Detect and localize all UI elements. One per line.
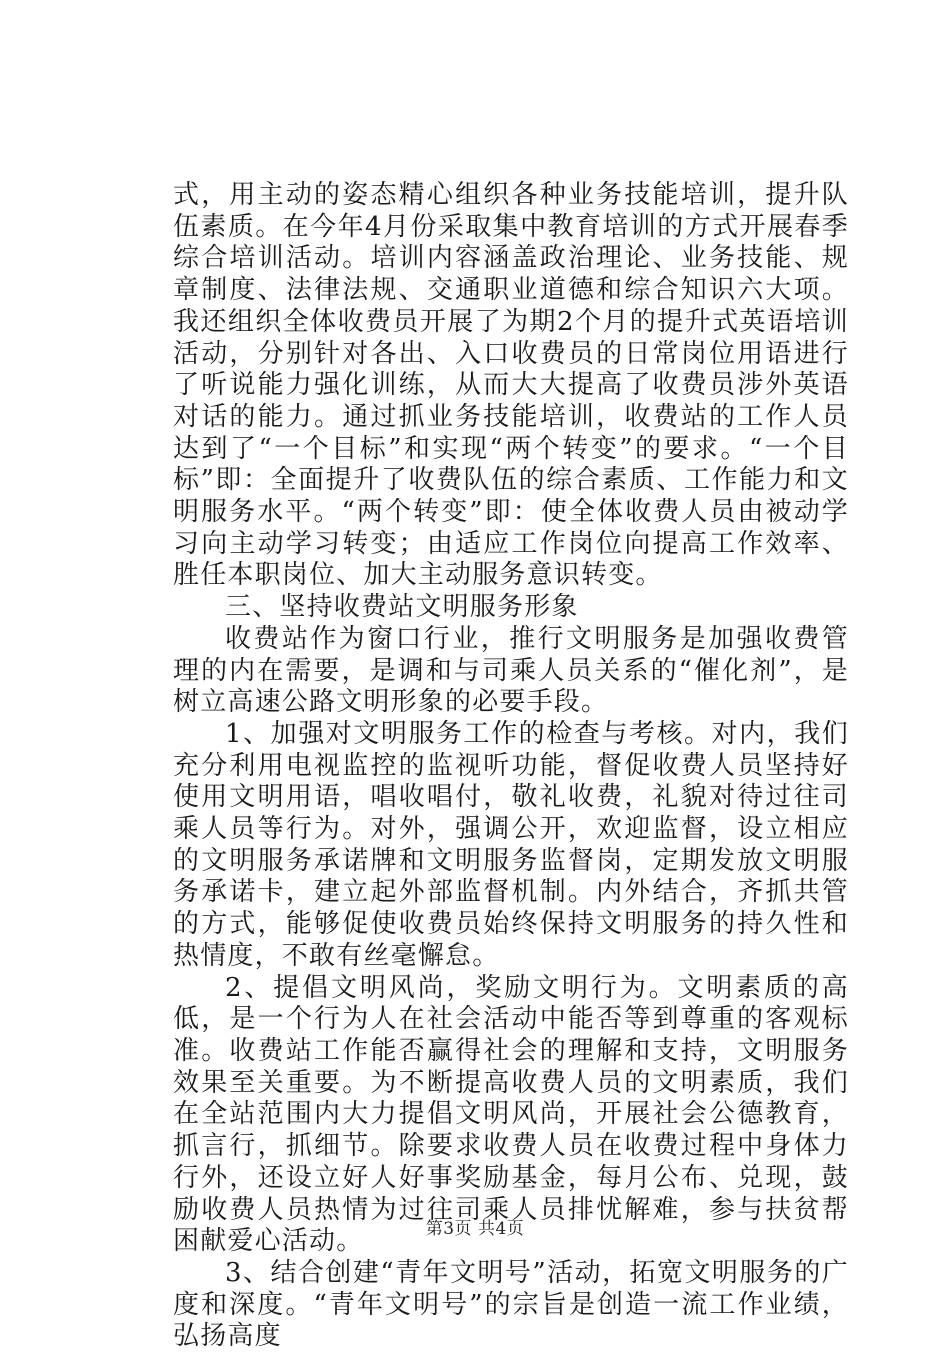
paragraph-window-industry: 收费站作为窗口行业，推行文明服务是加强收费管理的内在需要，是调和与司乘人员关系的“催化剂”，是树立高速公路文明形象的必要手段。 xyxy=(173,623,849,718)
paragraph-training: 式，用主动的姿态精心组织各种业务技能培训，提升队伍素质。在今年4月份采取集中教育培训的方式开展春季综合培训活动。培训内容涵盖政治理论、业务技能、规章制度、法律法规、交通职业道德和综合知识六大项。我还组织全体收费员开展了为期2个月的提升式英语培训活动，分别针对各出、入口收费员的日常岗位用语进行了听说能力强化训练，从而大大提高了收费员涉外英语对话的能力。通过抓业务技能培训，收费站的工作人员达到了“一个目标”和实现“两个转变”的要求。“一个目标”即：全面提升了收费队伍的综合素质、工作能力和文明服务水平。“两个转变”即：使全体收费人员由被动学习向主动学习转变；由适应工作岗位向提高工作效率、胜任本职岗位、加大主动服务意识转变。 xyxy=(173,180,849,591)
section-heading-civilized-service: 三、坚持收费站文明服务形象 xyxy=(225,592,579,623)
document-body xyxy=(173,180,849,1353)
page-number-footer: 第3页 共4页 xyxy=(425,1219,525,1239)
paragraph-promote-civility: 2、提倡文明风尚，奖励文明行为。文明素质的高低，是一个行为人在社会活动中能否等到尊重的客观标准。收费站工作能否赢得社会的理解和支持，文明服务效果至关重要。为不断提高收费人员的文明素质，我们在全站范围内大力提倡文明风尚，开展社会公德教育，抓言行，抓细节。除要求收费人员在收费过程中身体力行外，还设立好人好事奖励基金，每月公布、兑现，鼓励收费人员热情为过往司乘人员排忧解难，参与扶贫帮困献爱心活动。 xyxy=(173,972,849,1257)
paragraph-inspection: 1、加强对文明服务工作的检查与考核。对内，我们充分利用电视监控的监视听功能，督促收费人员坚持好使用文明用语，唱收唱付，敬礼收费，礼貌对待过往司乘人员等行为。对外，强调公开，欢迎监督，设立相应的文明服务承诺牌和文明服务监督岗，定期发放文明服务承诺卡，建立起外部监督机制。内外结合，齐抓共管的方式，能够促使收费员始终保持文明服务的持久性和热情度，不敢有丝毫懈怠。 xyxy=(173,718,849,971)
paragraph-youth-civilization: 3、结合创建“青年文明号”活动，拓宽文明服务的广度和深度。“青年文明号”的宗旨是创造一流工作业绩，弘扬高度 xyxy=(173,1257,849,1352)
